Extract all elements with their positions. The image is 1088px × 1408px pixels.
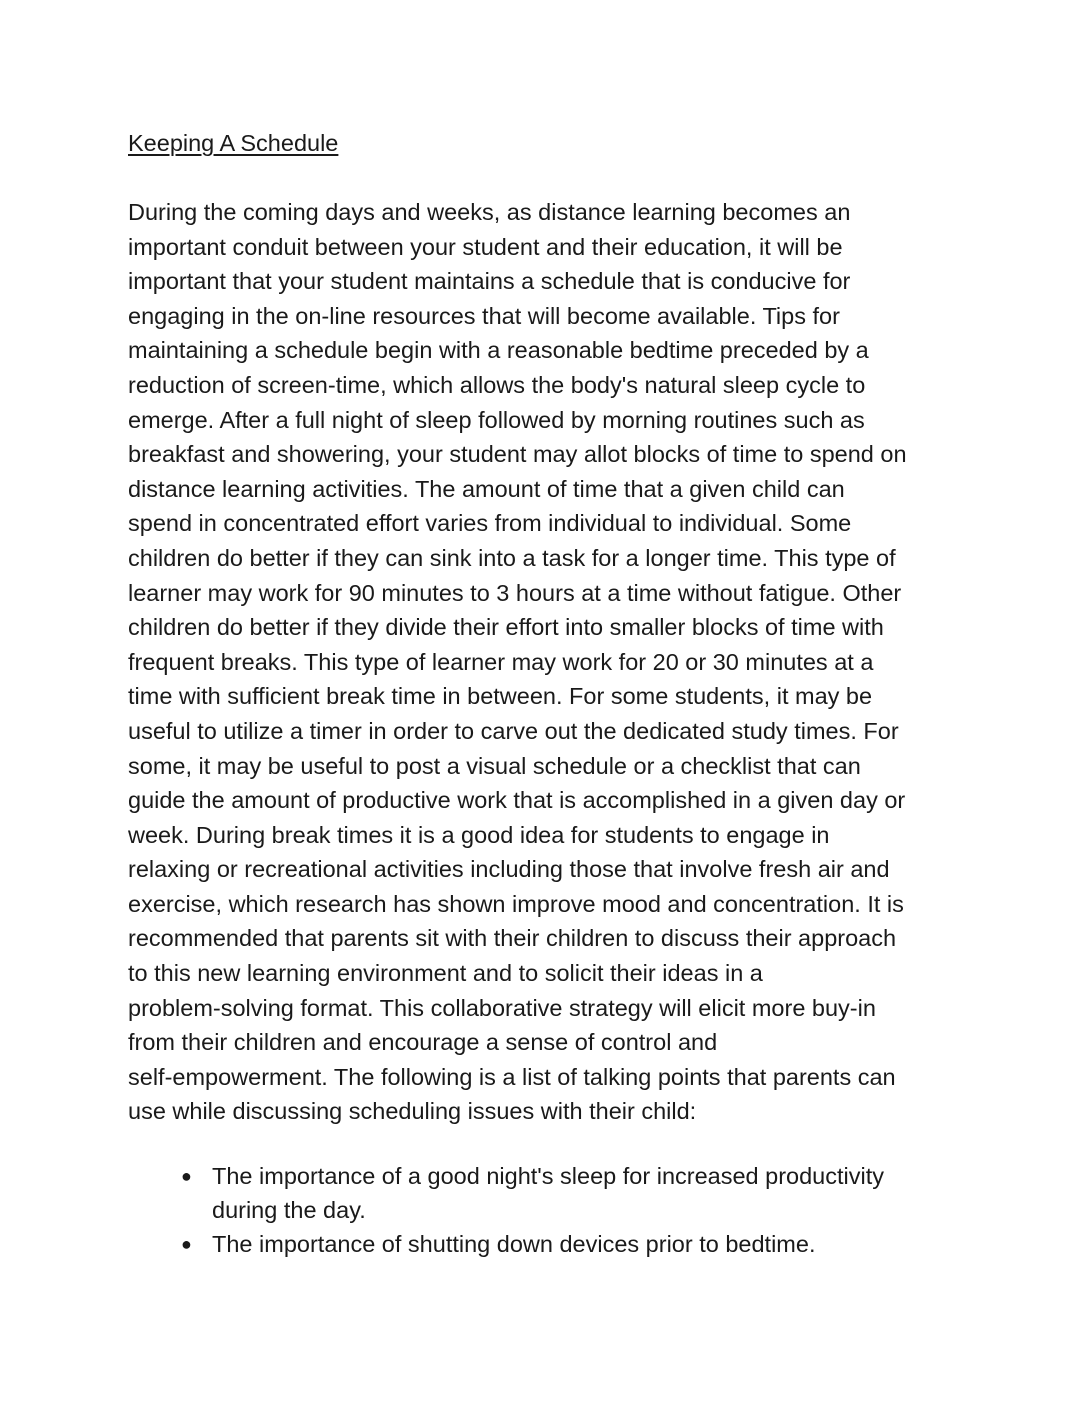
list-item <box>128 1227 1028 1261</box>
paragraph-line: breakfast and showering, your student may allot blocks of time to spend on <box>128 441 907 468</box>
list-item <box>128 1159 1028 1227</box>
paragraph-line: guide the amount of productive work that is accomplished in a given day or <box>128 787 906 814</box>
paragraph-line: problem-solving format. This collaborative strategy will elicit more buy-in <box>128 994 876 1021</box>
list-item-line: The importance of shutting down devices prior to bedtime. <box>212 1231 816 1257</box>
paragraph-line: engaging in the on-line resources that will become available. Tips for <box>128 302 840 329</box>
paragraph-line: use while discussing scheduling issues with their child: <box>128 1098 697 1125</box>
paragraph-line: relaxing or recreational activities including those that involve fresh air and <box>128 856 890 883</box>
paragraph-line: important that your student maintains a schedule that is conducive for <box>128 268 851 295</box>
list-item-line: The importance of a good night's sleep for increased productivity <box>212 1163 884 1189</box>
paragraph-line: important conduit between your student and their education, it will be <box>128 233 843 260</box>
list-item-line: during the day. <box>212 1197 366 1223</box>
bullet-icon: ● <box>181 1234 192 1254</box>
paragraph-line: learner may work for 90 minutes to 3 hours at a time without fatigue. Other <box>128 579 902 606</box>
bullet-icon: ● <box>181 1166 192 1186</box>
paragraph-line: maintaining a schedule begin with a reasonable bedtime preceded by a <box>128 337 869 364</box>
paragraph-line: frequent breaks. This type of learner may work for 20 or 30 minutes at a <box>128 648 874 675</box>
document-heading: Keeping A Schedule <box>128 130 339 156</box>
paragraph-line: emerge. After a full night of sleep followed by morning routines such as <box>128 406 865 433</box>
paragraph-line: to this new learning environment and to solicit their ideas in a <box>128 960 763 987</box>
paragraph-line: exercise, which research has shown improve mood and concentration. It is <box>128 890 904 917</box>
paragraph-line: time with sufficient break time in between. For some students, it may be <box>128 683 873 710</box>
paragraph-line: During the coming days and weeks, as distance learning becomes an <box>128 199 851 225</box>
paragraph-line: self-empowerment. The following is a list of talking points that parents can <box>128 1063 896 1090</box>
paragraph-line: from their children and encourage a sense of control and <box>128 1029 718 1056</box>
paragraph-line: some, it may be useful to post a visual schedule or a checklist that can <box>128 752 861 779</box>
paragraph-line: children do better if they divide their effort into smaller blocks of time with <box>128 614 884 641</box>
paragraph-line: recommended that parents sit with their children to discuss their approach <box>128 925 897 952</box>
paragraph-line: distance learning activities. The amount of time that a given child can <box>128 475 845 502</box>
paragraph-line: spend in concentrated effort varies from individual to individual. Some <box>128 510 852 537</box>
paragraph-line: week. During break times it is a good idea for students to engage in <box>128 821 830 848</box>
paragraph-line: reduction of screen-time, which allows the body's natural sleep cycle to <box>128 371 866 398</box>
body-paragraph <box>128 195 1028 1129</box>
talking-points-list <box>128 1159 1028 1261</box>
paragraph-line: useful to utilize a timer in order to carve out the dedicated study times. For <box>128 717 899 744</box>
paragraph-line: children do better if they can sink into a task for a longer time. This type of <box>128 544 896 571</box>
